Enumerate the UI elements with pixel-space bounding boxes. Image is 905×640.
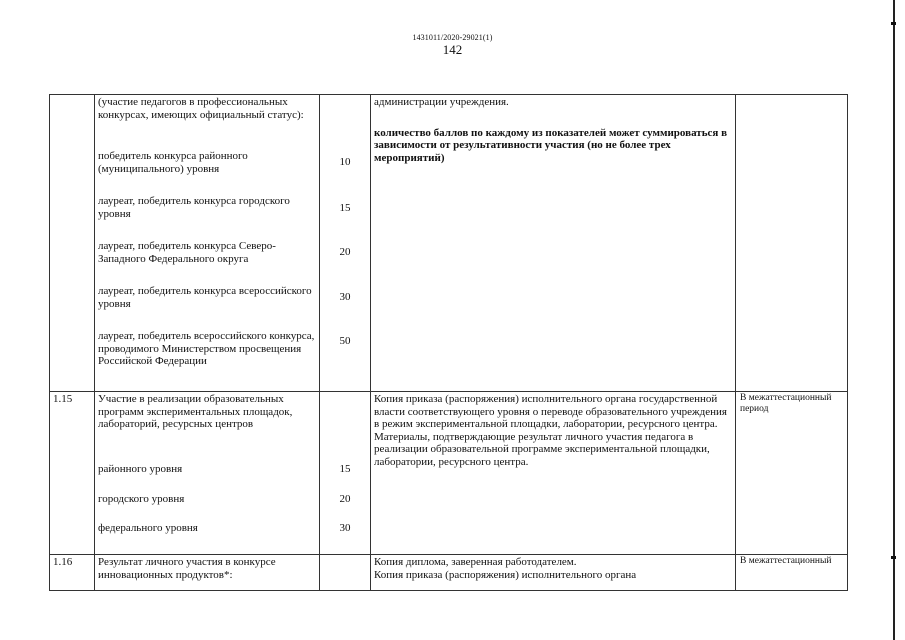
points-cell: [320, 392, 371, 555]
criterion-item: лауреат, победитель конкурса городского уровня: [98, 195, 290, 220]
page-edge-mark: [891, 22, 896, 25]
criterion-description-cell: [95, 95, 320, 392]
table-row: [50, 95, 848, 392]
points-value: 10: [339, 156, 351, 168]
points-value: 30: [339, 290, 351, 303]
page-edge-mark: [891, 556, 896, 559]
criterion-item: победитель конкурса районного (муниципального) уровня: [98, 150, 248, 175]
criterion-item: лауреат, победитель конкурса всероссийского уровня: [98, 285, 312, 310]
document-code: 1431011/2020-29021(1): [412, 33, 493, 42]
period-cell: [736, 95, 848, 392]
table-row: [50, 555, 848, 591]
scoring-note: количество баллов по каждому из показателей может суммироваться в зависимости от результативности участия (но не более трех мероприятий): [374, 126, 728, 164]
documents-text: Копия диплома, заверенная работодателем.: [374, 556, 577, 568]
row-number-cell: [50, 95, 95, 392]
criterion-item: лауреат, победитель конкурса Северо-Западного Федерального округа: [98, 240, 276, 265]
points-value: 20: [339, 246, 351, 258]
points-value: 15: [339, 201, 351, 214]
criterion-description-cell: [95, 392, 320, 555]
points-value: 50: [339, 335, 351, 347]
row-number-cell: 1.16: [50, 555, 95, 591]
documents-text: Копия приказа (распоряжения) исполнительного органа государственной власти соответствующего уровня о переводе образовательного учреждения в режим экспериментальной площадки, лаборатории, ресурсного центра.: [374, 393, 727, 430]
row-number-cell: 1.15: [50, 392, 95, 555]
criterion-item: районного уровня: [98, 463, 183, 475]
table-row: [50, 392, 848, 555]
points-value: 15: [339, 463, 351, 475]
criterion-intro: Участие в реализации образовательных программ экспериментальных площадок, лабораторий, ресурсных центров: [98, 393, 293, 430]
confirming-documents-cell: [371, 95, 736, 392]
page-number: 142: [442, 42, 463, 57]
criterion-description-cell: Результат личного участия в конкурсе инновационных продуктов*:: [95, 555, 320, 591]
documents-text: Копия приказа (распоряжения) исполнительного органа: [374, 568, 637, 581]
period-cell: В межаттестационный период: [736, 392, 848, 555]
points-cell: [320, 95, 371, 392]
documents-text: администрации учреждения.: [374, 96, 509, 108]
page-edge-border: [893, 0, 895, 640]
points-value: 30: [339, 522, 351, 534]
period-cell: В межаттестационный: [736, 555, 848, 591]
criterion-item: городского уровня: [98, 492, 185, 505]
documents-text: Материалы, подтверждающие результат личного участия педагога в реализации образовательной программе экспериментальной площадки, лаборатории, ресурсного центра.: [374, 430, 710, 468]
criteria-table: [49, 94, 848, 591]
points-value: 20: [339, 492, 351, 505]
criterion-intro: (участие педагогов в профессиональных конкурсах, имеющих официальный статус):: [98, 96, 304, 121]
confirming-documents-cell: [371, 555, 736, 591]
points-cell: [320, 555, 371, 591]
criterion-item: федерального уровня: [98, 522, 198, 534]
confirming-documents-cell: [371, 392, 736, 555]
criterion-item: лауреат, победитель всероссийского конкурса, проводимого Министерством просвещения Российской Федерации: [98, 330, 315, 367]
